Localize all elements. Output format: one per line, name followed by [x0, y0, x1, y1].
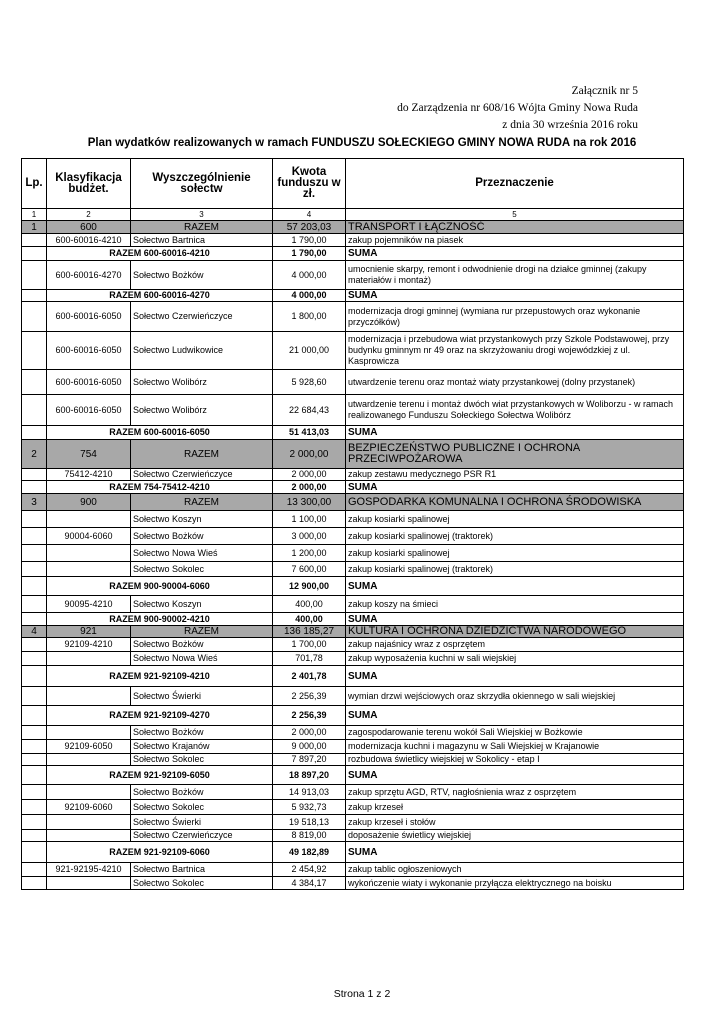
- lp-cell: [22, 247, 47, 261]
- purpose-cell: modernizacja drogi gminnej (wymiana rur przepustowych oraz wykonanie przyczółków): [346, 302, 684, 332]
- classification-cell: [47, 652, 131, 666]
- table-row: [22, 830, 684, 842]
- col-number-1: 1: [22, 209, 47, 221]
- classification-cell: 90095-4210: [47, 596, 131, 613]
- section-number: 4: [22, 626, 47, 638]
- attachment-number: Załącznik nr 5: [571, 85, 638, 97]
- amount-cell: 1 700,00: [273, 638, 346, 652]
- village-cell: Sołectwo Sokolec: [131, 877, 273, 890]
- lp-cell: [22, 785, 47, 800]
- subtotal-amount: 4 000,00: [273, 290, 346, 302]
- subtotal-label: RAZEM 900-90002-4210: [47, 613, 273, 626]
- village-cell: Sołectwo Bożków: [131, 726, 273, 740]
- lp-cell: [22, 815, 47, 830]
- lp-cell: [22, 562, 47, 577]
- purpose-cell: zakup zestawu medycznego PSR R1: [346, 469, 684, 481]
- village-cell: Sołectwo Świerki: [131, 687, 273, 706]
- purpose-cell: zakup kosiarki spalinowej: [346, 511, 684, 528]
- table-row: [22, 726, 684, 740]
- lp-cell: [22, 545, 47, 562]
- section-label: RAZEM: [131, 626, 273, 638]
- classification-cell: [47, 815, 131, 830]
- lp-cell: [22, 596, 47, 613]
- lp-cell: [22, 481, 47, 494]
- purpose-cell: zakup pojemników na piasek: [346, 234, 684, 247]
- section-amount: 13 300,00: [273, 494, 346, 511]
- village-cell: Sołectwo Czerwieńczyce: [131, 830, 273, 842]
- subtotal-row: [22, 290, 684, 302]
- page-number: Strona 1 z 2: [333, 988, 391, 1000]
- village-cell: Sołectwo Koszyn: [131, 596, 273, 613]
- village-cell: Sołectwo Bożków: [131, 528, 273, 545]
- village-cell: Sołectwo Wolibórz: [131, 395, 273, 426]
- purpose-cell: zakup koszy na śmieci: [346, 596, 684, 613]
- village-cell: Sołectwo Nowa Wieś: [131, 652, 273, 666]
- col-lp-header: Lp.: [22, 159, 47, 209]
- purpose-cell: zakup sprzętu AGD, RTV, nagłośnienia wraz z osprzętem: [346, 785, 684, 800]
- subtotal-suma: SUMA: [346, 426, 684, 440]
- subtotal-row: [22, 426, 684, 440]
- classification-cell: 600-60016-6050: [47, 302, 131, 332]
- lp-cell: [22, 638, 47, 652]
- lp-cell: [22, 830, 47, 842]
- table-row: [22, 785, 684, 800]
- lp-cell: [22, 370, 47, 395]
- lp-cell: [22, 577, 47, 596]
- classification-cell: [47, 754, 131, 766]
- column-number-row: [22, 209, 684, 221]
- col-number-2: 2: [47, 209, 131, 221]
- village-cell: Sołectwo Sokolec: [131, 800, 273, 815]
- table-row: [22, 302, 684, 332]
- lp-cell: [22, 426, 47, 440]
- section-number: 2: [22, 440, 47, 469]
- classification-cell: [47, 545, 131, 562]
- table-row: [22, 370, 684, 395]
- classification-cell: 921-92195-4210: [47, 863, 131, 877]
- classification-cell: [47, 562, 131, 577]
- village-cell: Sołectwo Świerki: [131, 815, 273, 830]
- purpose-cell: zakup wyposażenia kuchni w sali wiejskiej: [346, 652, 684, 666]
- subtotal-suma: SUMA: [346, 613, 684, 626]
- header-row: [22, 159, 684, 209]
- purpose-cell: modernizacja kuchni i magazynu w Sali Wiejskiej w Krajanowie: [346, 740, 684, 754]
- classification-cell: 600-60016-4270: [47, 261, 131, 290]
- lp-cell: [22, 740, 47, 754]
- col-classification-header: Klasyfikacja budżet.: [47, 159, 131, 209]
- lp-cell: [22, 290, 47, 302]
- amount-cell: 8 819,00: [273, 830, 346, 842]
- section-row: [22, 626, 684, 638]
- village-cell: Sołectwo Czerwieńczyce: [131, 302, 273, 332]
- amount-cell: 3 000,00: [273, 528, 346, 545]
- lp-cell: [22, 332, 47, 370]
- purpose-cell: utwardzenie terenu oraz montaż wiaty przystankowej (dolny przystanek): [346, 370, 684, 395]
- subtotal-amount: 2 401,78: [273, 666, 346, 687]
- classification-cell: 600-60016-6050: [47, 395, 131, 426]
- village-cell: Sołectwo Wolibórz: [131, 370, 273, 395]
- lp-cell: [22, 706, 47, 726]
- village-cell: Sołectwo Bożków: [131, 261, 273, 290]
- lp-cell: [22, 754, 47, 766]
- amount-cell: 9 000,00: [273, 740, 346, 754]
- lp-cell: [22, 511, 47, 528]
- lp-cell: [22, 652, 47, 666]
- section-number: 1: [22, 221, 47, 234]
- classification-cell: [47, 726, 131, 740]
- amount-cell: 21 000,00: [273, 332, 346, 370]
- village-cell: Sołectwo Nowa Wieś: [131, 545, 273, 562]
- table-row: [22, 754, 684, 766]
- section-name: TRANSPORT I ŁĄCZNOŚĆ: [346, 221, 684, 234]
- section-code: 900: [47, 494, 131, 511]
- subtotal-suma: SUMA: [346, 706, 684, 726]
- lp-cell: [22, 613, 47, 626]
- village-cell: Sołectwo Bartnica: [131, 234, 273, 247]
- subtotal-label: RAZEM 600-60016-4210: [47, 247, 273, 261]
- subtotal-amount: 12 900,00: [273, 577, 346, 596]
- amount-cell: 7 600,00: [273, 562, 346, 577]
- section-code: 921: [47, 626, 131, 638]
- table-row: [22, 652, 684, 666]
- village-cell: Sołectwo Sokolec: [131, 562, 273, 577]
- subtotal-amount: 2 000,00: [273, 481, 346, 494]
- village-cell: Sołectwo Bartnica: [131, 863, 273, 877]
- classification-cell: [47, 830, 131, 842]
- village-cell: Sołectwo Sokolec: [131, 754, 273, 766]
- col-purpose-header: Przeznaczenie: [346, 159, 684, 209]
- table-row: [22, 261, 684, 290]
- table-row: [22, 469, 684, 481]
- purpose-cell: zakup kosiarki spalinowej (traktorek): [346, 562, 684, 577]
- subtotal-row: [22, 481, 684, 494]
- purpose-cell: zakup kosiarki spalinowej: [346, 545, 684, 562]
- village-cell: Sołectwo Bożków: [131, 638, 273, 652]
- table-row: [22, 863, 684, 877]
- ordinance-reference: do Zarządzenia nr 608/16 Wójta Gminy Nowa Ruda: [397, 102, 638, 114]
- subtotal-amount: 51 413,03: [273, 426, 346, 440]
- lp-cell: [22, 726, 47, 740]
- village-cell: Sołectwo Czerwieńczyce: [131, 469, 273, 481]
- col-number-3: 3: [131, 209, 273, 221]
- purpose-cell: zakup kosiarki spalinowej (traktorek): [346, 528, 684, 545]
- section-label: RAZEM: [131, 440, 273, 469]
- classification-cell: 92109-6050: [47, 740, 131, 754]
- amount-cell: 5 928,60: [273, 370, 346, 395]
- amount-cell: 1 200,00: [273, 545, 346, 562]
- subtotal-label: RAZEM 921-92109-4210: [47, 666, 273, 687]
- table-row: [22, 562, 684, 577]
- village-cell: Sołectwo Krajanów: [131, 740, 273, 754]
- lp-cell: [22, 469, 47, 481]
- table-row: [22, 332, 684, 370]
- amount-cell: 701,78: [273, 652, 346, 666]
- classification-cell: 92109-4210: [47, 638, 131, 652]
- classification-cell: 90004-6060: [47, 528, 131, 545]
- section-label: RAZEM: [131, 494, 273, 511]
- subtotal-row: [22, 666, 684, 687]
- lp-cell: [22, 261, 47, 290]
- section-row: [22, 494, 684, 511]
- table-row: [22, 740, 684, 754]
- subtotal-label: RAZEM 600-60016-6050: [47, 426, 273, 440]
- section-label: RAZEM: [131, 221, 273, 234]
- classification-cell: 600-60016-4210: [47, 234, 131, 247]
- amount-cell: 4 384,17: [273, 877, 346, 890]
- table-row: [22, 528, 684, 545]
- section-amount: 2 000,00: [273, 440, 346, 469]
- classification-cell: 92109-6060: [47, 800, 131, 815]
- classification-cell: 75412-4210: [47, 469, 131, 481]
- lp-cell: [22, 863, 47, 877]
- document-title: Plan wydatków realizowanych w ramach FUNDUSZU SOŁECKIEGO GMINY NOWA RUDA na rok 2016: [87, 137, 637, 149]
- lp-cell: [22, 800, 47, 815]
- amount-cell: 14 913,03: [273, 785, 346, 800]
- subtotal-label: RAZEM 921-92109-6060: [47, 842, 273, 863]
- purpose-cell: wymian drzwi wejściowych oraz skrzydła okiennego w sali wiejskiej: [346, 687, 684, 706]
- amount-cell: 400,00: [273, 596, 346, 613]
- purpose-cell: doposażenie świetlicy wiejskiej: [346, 830, 684, 842]
- section-code: 754: [47, 440, 131, 469]
- subtotal-label: RAZEM 600-60016-4270: [47, 290, 273, 302]
- table-row: [22, 234, 684, 247]
- village-cell: Sołectwo Ludwikowice: [131, 332, 273, 370]
- amount-cell: 1 790,00: [273, 234, 346, 247]
- lp-cell: [22, 766, 47, 785]
- amount-cell: 2 000,00: [273, 469, 346, 481]
- purpose-cell: modernizacja i przebudowa wiat przystankowych przy Szkole Podstawowej, przy budynku gminnym nr 49 oraz na skrzyżowaniu drogi wojewódzkiej z ul. Kasprowicza: [346, 332, 684, 370]
- section-code: 600: [47, 221, 131, 234]
- amount-cell: 1 100,00: [273, 511, 346, 528]
- purpose-cell: zagospodarowanie terenu wokół Sali Wiejskiej w Bożkowie: [346, 726, 684, 740]
- ordinance-date: z dnia 30 września 2016 roku: [502, 119, 638, 131]
- section-name: KULTURA I OCHRONA DZIEDZICTWA NARODOWEGO: [346, 626, 684, 638]
- table-row: [22, 877, 684, 890]
- classification-cell: [47, 687, 131, 706]
- purpose-cell: zakup najaśnicy wraz z osprzętem: [346, 638, 684, 652]
- amount-cell: 2 454,92: [273, 863, 346, 877]
- table-row: [22, 545, 684, 562]
- section-amount: 136 185,27: [273, 626, 346, 638]
- lp-cell: [22, 528, 47, 545]
- classification-cell: [47, 877, 131, 890]
- lp-cell: [22, 842, 47, 863]
- subtotal-amount: 18 897,20: [273, 766, 346, 785]
- classification-cell: 600-60016-6050: [47, 332, 131, 370]
- subtotal-label: RAZEM 900-90004-6060: [47, 577, 273, 596]
- subtotal-suma: SUMA: [346, 290, 684, 302]
- subtotal-amount: 400,00: [273, 613, 346, 626]
- classification-cell: [47, 511, 131, 528]
- lp-cell: [22, 666, 47, 687]
- section-row: [22, 221, 684, 234]
- amount-cell: 5 932,73: [273, 800, 346, 815]
- subtotal-row: [22, 766, 684, 785]
- purpose-cell: wykończenie wiaty i wykonanie przyłącza elektrycznego na boisku: [346, 877, 684, 890]
- subtotal-suma: SUMA: [346, 577, 684, 596]
- subtotal-suma: SUMA: [346, 247, 684, 261]
- village-cell: Sołectwo Bożków: [131, 785, 273, 800]
- lp-cell: [22, 234, 47, 247]
- lp-cell: [22, 395, 47, 426]
- purpose-cell: rozbudowa świetlicy wiejskiej w Sokolicy - etap I: [346, 754, 684, 766]
- section-amount: 57 203,03: [273, 221, 346, 234]
- subtotal-row: [22, 613, 684, 626]
- subtotal-suma: SUMA: [346, 666, 684, 687]
- table-row: [22, 395, 684, 426]
- lp-cell: [22, 687, 47, 706]
- amount-cell: 19 518,13: [273, 815, 346, 830]
- subtotal-row: [22, 706, 684, 726]
- lp-cell: [22, 302, 47, 332]
- table-row: [22, 800, 684, 815]
- subtotal-row: [22, 842, 684, 863]
- table-row: [22, 511, 684, 528]
- table-row: [22, 815, 684, 830]
- table-row: [22, 596, 684, 613]
- lp-cell: [22, 877, 47, 890]
- table-row: [22, 687, 684, 706]
- expenditure-table: [21, 158, 684, 890]
- village-cell: Sołectwo Koszyn: [131, 511, 273, 528]
- classification-cell: [47, 785, 131, 800]
- section-name: GOSPODARKA KOMUNALNA I OCHRONA ŚRODOWISKA: [346, 494, 684, 511]
- col-village-header: Wyszczególnienie sołectw: [131, 159, 273, 209]
- col-number-4: 4: [273, 209, 346, 221]
- purpose-cell: zakup tablic ogłoszeniowych: [346, 863, 684, 877]
- classification-cell: 600-60016-6050: [47, 370, 131, 395]
- subtotal-label: RAZEM 921-92109-6050: [47, 766, 273, 785]
- subtotal-suma: SUMA: [346, 766, 684, 785]
- purpose-cell: umocnienie skarpy, remont i odwodnienie drogi na działce gminnej (zakupy materiałów i montaż): [346, 261, 684, 290]
- section-row: [22, 440, 684, 469]
- subtotal-row: [22, 247, 684, 261]
- col-number-5: 5: [346, 209, 684, 221]
- amount-cell: 4 000,00: [273, 261, 346, 290]
- section-number: 3: [22, 494, 47, 511]
- amount-cell: 22 684,43: [273, 395, 346, 426]
- subtotal-suma: SUMA: [346, 481, 684, 494]
- subtotal-amount: 49 182,89: [273, 842, 346, 863]
- subtotal-amount: 1 790,00: [273, 247, 346, 261]
- subtotal-label: RAZEM 754-75412-4210: [47, 481, 273, 494]
- purpose-cell: zakup krzeseł i stołów: [346, 815, 684, 830]
- subtotal-row: [22, 577, 684, 596]
- purpose-cell: zakup krzeseł: [346, 800, 684, 815]
- subtotal-label: RAZEM 921-92109-4270: [47, 706, 273, 726]
- section-name: BEZPIECZEŃSTWO PUBLICZNE I OCHRONA PRZECIWPOŻAROWA: [346, 440, 684, 469]
- table-row: [22, 638, 684, 652]
- amount-cell: 2 000,00: [273, 726, 346, 740]
- amount-cell: 1 800,00: [273, 302, 346, 332]
- amount-cell: 7 897,20: [273, 754, 346, 766]
- purpose-cell: utwardzenie terenu i montaż dwóch wiat przystankowych w Woliborzu - w ramach realizowanego Funduszu Sołeckiego Sołectwa Wolibórz: [346, 395, 684, 426]
- col-amount-header: Kwota funduszu w zł.: [273, 159, 346, 209]
- subtotal-suma: SUMA: [346, 842, 684, 863]
- subtotal-amount: 2 256,39: [273, 706, 346, 726]
- amount-cell: 2 256,39: [273, 687, 346, 706]
